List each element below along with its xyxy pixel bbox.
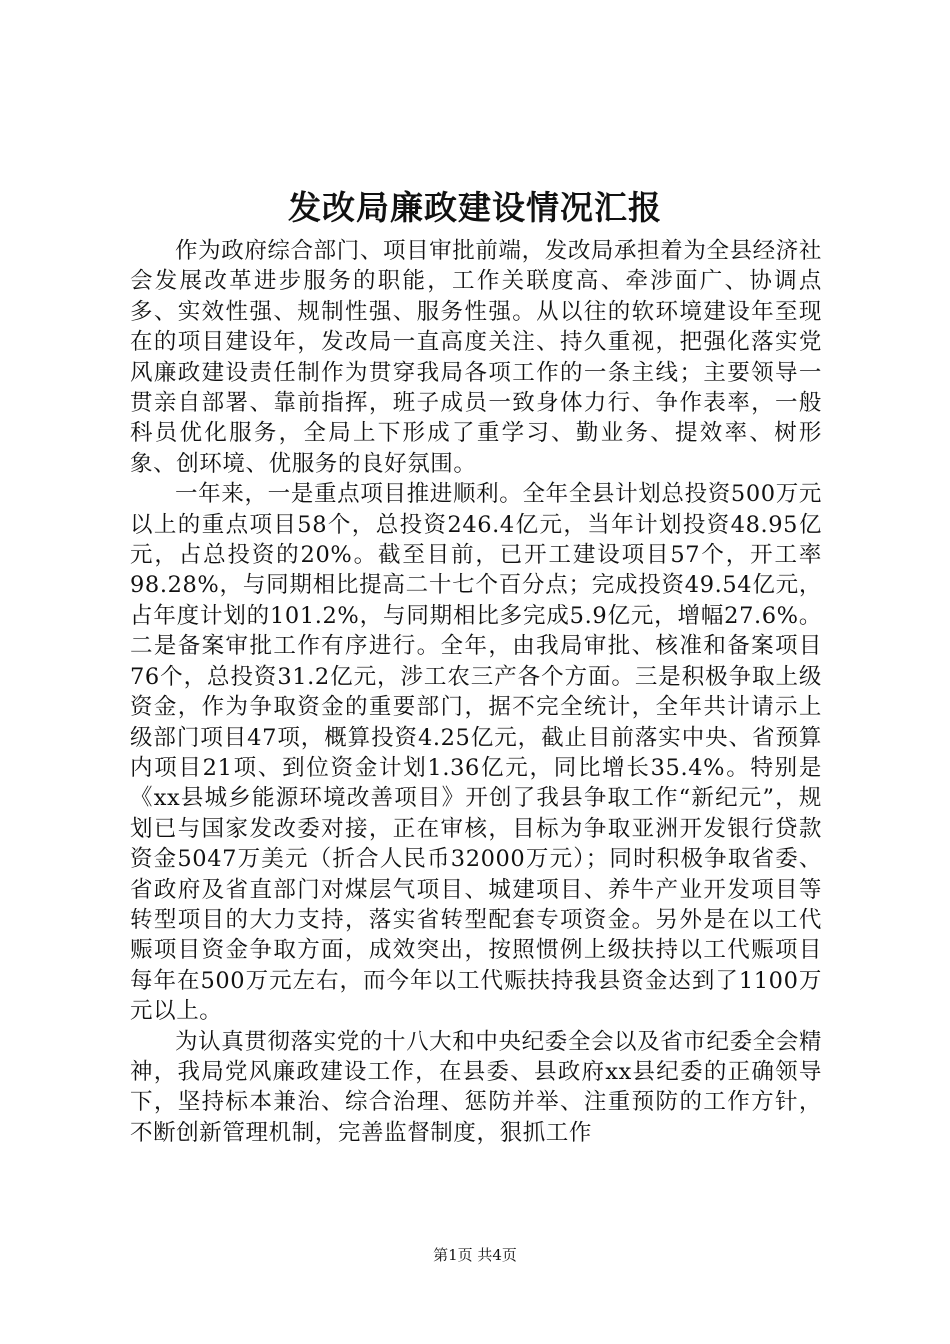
- paragraph-implementation: 为认真贯彻落实党的十八大和中央纪委全会以及省市纪委全会精神，我局党风廉政建设工作，在县委、县政府xx县纪委的正确领导下，坚持标本兼治、综合治理、惩防并举、注重预防的工作方针，不断创新管理机制，完善监督制度，狠抓工作: [130, 1028, 822, 1146]
- paragraph-intro: 作为政府综合部门、项目审批前端，发改局承担着为全县经济社会发展改革进步服务的职能，工作关联度高、牵涉面广、协调点多、实效性强、规制性强、服务性强。从以往的软环境建设年至现在的项目建设年，发改局一直高度关注、持久重视，把强化落实党风廉政建设责任制作为贯穿我局各项工作的一条主线；主要领导一贯亲自部署、靠前指挥，班子成员一致身体力行、争作表率，一般科员优化服务，全局上下形成了重学习、勤业务、提效率、树形象、创环境、优服务的良好氛围。: [130, 238, 822, 477]
- document-body: [130, 236, 822, 1148]
- page-footer: 第1页 共4页: [433, 1246, 517, 1264]
- paragraph-achievements: 一年来，一是重点项目推进顺利。全年全县计划总投资500万元以上的重点项目58个，总投资246.4亿元，当年计划投资48.95亿元，占总投资的20%。截至目前，已开工建设项目57个，开工率98.28%，与同期相比提高二十七个百分点；完成投资49.54亿元，占年度计划的101.2%，与同期相比多完成5.9亿元，增幅27.6%。二是备案审批工作有序进行。全年，由我局审批、核准和备案项目76个，总投资31.2亿元，涉工农三产各个方面。三是积极争取上级资金，作为争取资金的重要部门，据不完全统计，全年共计请示上级部门项目47项，概算投资4.25亿元，截止目前落实中央、省预算内项目21项、到位资金计划1.36亿元，同比增长35.4%。特别是《xx县城乡能源环境改善项目》开创了我县争取工作“新纪元”，规划已与国家发改委对接，正在审核，目标为争取亚洲开发银行贷款资金5047万美元（折合人民币32000万元）；同时积极争取省委、省政府及省直部门对煤层气项目、城建项目、养牛产业开发项目等转型项目的大力支持，落实省转型配套专项资金。另外是在以工代赈项目资金争取方面，成效突出，按照惯例上级扶持以工代赈项目每年在500万元左右，而今年以工代赈扶持我县资金达到了1100万元以上。: [130, 481, 822, 1025]
- document-title: 发改局廉政建设情况汇报: [288, 188, 662, 227]
